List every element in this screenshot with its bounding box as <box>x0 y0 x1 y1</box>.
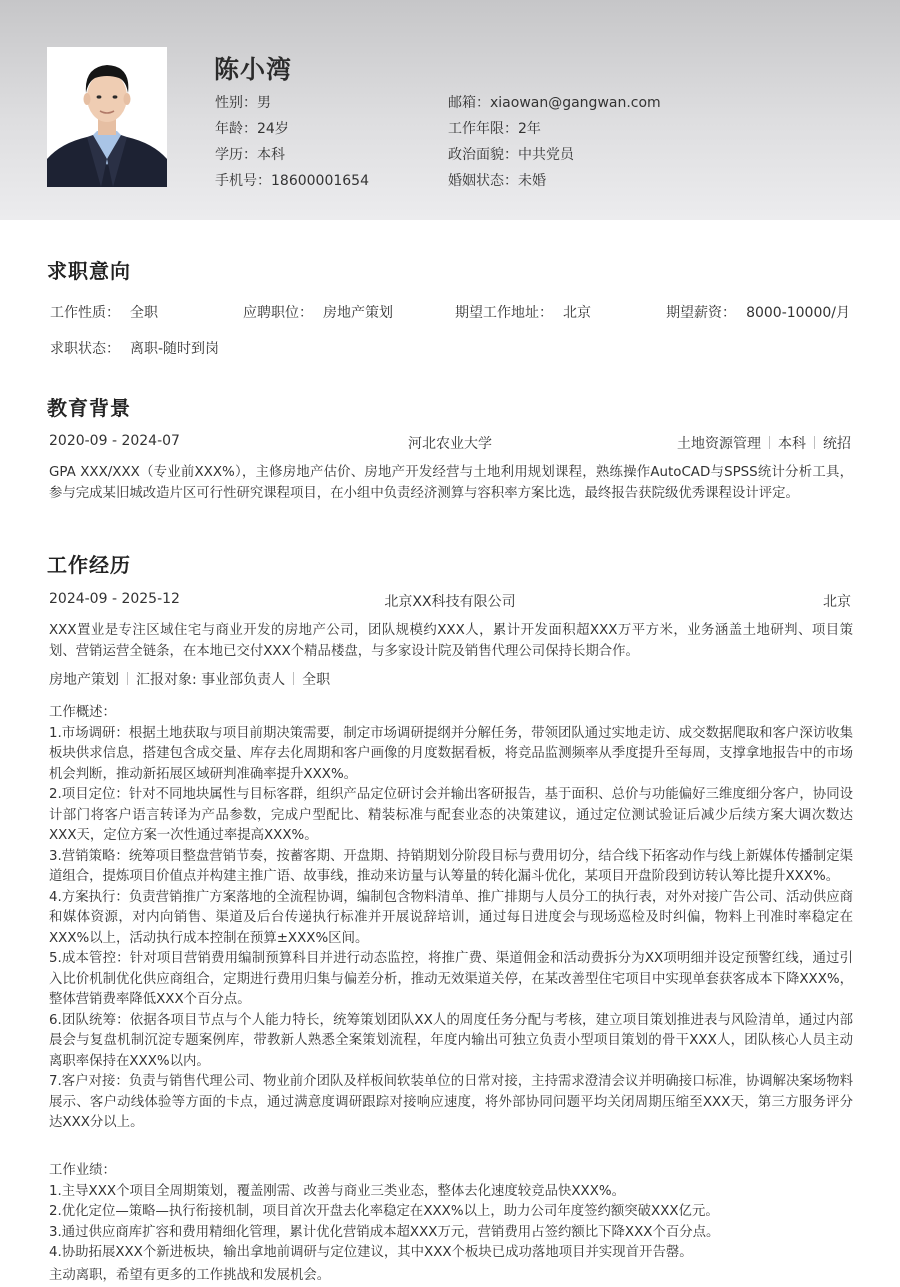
overview-item: 4.方案执行：负责营销推广方案落地的全流程协调，编制包含物料清单、推广排期与人员分工的执行表，对外对接广告公司、活动供应商和媒体资源，对内向销售、渠道及后台传递执行标准并开展说辞培训，通过每日进度会与现场巡检及时纠偏，物料上刊准时率稳定在XXX%以上，活动执行成本控制在预算±XXX%区间。 <box>49 889 853 946</box>
intent-work-type <box>50 302 158 322</box>
overview-item: 3.营销策略：统筹项目整盘营销节奏，按蓄客期、开盘期、持销期划分阶段目标与费用切分，结合线下拓客动作与线上新媒体传播制定渠道组合，提炼项目价值点并构建主推广语、故事线，推动来访量与认筹量的转化漏斗优化，某项目开盘阶段到访转认筹比提升XXX%。 <box>49 848 853 884</box>
divider <box>293 672 294 685</box>
trailing-text-fragment: 主动离职，希望有更多的工作挑战和发展机会。 <box>49 1268 331 1283</box>
intent-value: 8000-10000/月 <box>746 305 850 321</box>
divider <box>814 436 815 449</box>
work-city: 北京 <box>823 594 851 610</box>
section-title-intent: 求职意向 <box>47 259 131 283</box>
education-details <box>677 433 851 453</box>
work-years-info: 工作年限：2年 <box>448 121 541 137</box>
overview-item: 1.市场调研：根据土地获取与项目前期决策需要，制定市场调研提纲并分解任务，带领团队通过实地走访、成交数据爬取和客户深访收集板块供求信息，搭建包含成交量、库存去化周期和客户画像的月度数据看板，将竞品监测频率从季度提升至每周，支撑拿地报告中的市场机会判断，推动新拓展区域研判准确率提升XXX%。 <box>49 725 853 782</box>
intent-value: 北京 <box>563 305 591 321</box>
education-period: 2020-09 - 2024-07 <box>49 433 180 449</box>
intent-position <box>243 302 393 322</box>
education-header-row <box>49 433 851 453</box>
major: 土地资源管理 <box>677 436 761 452</box>
intent-value: 房地产策划 <box>323 305 393 321</box>
company-intro: XXX置业是专注区域住宅与商业开发的房地产公司，团队规模约XXX人，累计开发面积超XXX万平方米，业务涵盖土地研判、项目策划、营销运营全链条，在本地已交付XXX个精品楼盘，与多家设计院及销售代理公司保持长期合作。 <box>49 623 853 659</box>
intent-label: 应聘职位： <box>243 305 313 321</box>
intent-status <box>50 338 219 358</box>
achievement-item: 4.协助拓展XXX个新进板块，输出拿地前调研与定位建议，其中XXX个板块已成功落地项目并实现首开告罄。 <box>49 1245 693 1260</box>
intent-location <box>455 302 591 322</box>
work-overview <box>49 703 853 1134</box>
intent-label: 求职状态： <box>50 341 120 357</box>
work-achievements <box>49 1161 853 1264</box>
section-title-education: 教育背景 <box>47 396 131 420</box>
overview-item: 7.客户对接：负责与销售代理公司、物业前介团队及样板间软装单位的日常对接，主持需求澄清会议并明确接口标准，协调解决案场物料展示、客户动线体验等方面的卡点，通过满意度调研跟踪对接响应速度，将外部协同问题平均关闭周期压缩至XXX天，第三方服务评分达XXX分以上。 <box>49 1074 853 1130</box>
work-period: 2024-09 - 2025-12 <box>49 591 180 607</box>
job-type: 全职 <box>302 672 331 688</box>
report-to: 汇报对象: 事业部负责人 <box>136 672 286 688</box>
overview-item: 2.项目定位：针对不同地块属性与目标客群，组织产品定位研讨会并输出客研报告，基于面积、总价与功能偏好三维度细分客户，协同设计部门将客户语言转译为产品参数，完成户型配比、精装标准与配套业态的决策建议，通过定位测试验证后减少后续方案大调次数达XXX天，定位方案一次性通过率提高XXX%。 <box>49 787 853 843</box>
company-name: 北京XX科技有限公司 <box>384 594 516 610</box>
political-status-info: 政治面貌：中共党员 <box>448 147 574 163</box>
achievement-item: 2.优化定位—策略—执行衔接机制，项目首次开盘去化率稳定在XXX%以上，助力公司年度签约额突破XXX亿元。 <box>49 1204 719 1219</box>
achievement-item: 3.通过供应商库扩容和费用精细化管理，累计优化营销成本超XXX万元，营销费用占签约额比下降XXX个百分点。 <box>49 1224 720 1240</box>
section-title-work: 工作经历 <box>47 553 131 577</box>
work-header-row <box>49 591 851 611</box>
candidate-name: 陈小湾 <box>214 55 293 84</box>
profile-photo <box>47 47 167 187</box>
achievement-item: 1.主导XXX个项目全周期策划，覆盖刚需、改善与商业三类业态，整体去化速度较竞品快XXX%。 <box>49 1183 625 1199</box>
basic-info-right <box>448 92 661 196</box>
overview-item: 6.团队统筹：依据各项目节点与个人能力特长，统筹策划团队XX人的周度任务分配与考核，建立项目策划推进表与风险清单，通过内部晨会与复盘机制沉淀专题案例库，带教新人熟悉全案策划流程，年度内输出可独立负责小型项目策划的骨干XXX人，团队核心人员主动离职率保持在XXX%以内。 <box>49 1012 853 1069</box>
intent-value: 全职 <box>130 305 158 321</box>
profile-header <box>0 0 900 220</box>
education-level-info: 学历：本科 <box>215 147 285 163</box>
gender-info: 性别：男 <box>215 95 271 111</box>
job-tags <box>49 669 330 689</box>
degree: 本科 <box>778 436 806 452</box>
enrollment-type: 统招 <box>823 436 851 452</box>
intent-value: 离职-随时到岗 <box>130 341 220 357</box>
profile-photo-illustration <box>47 47 167 187</box>
overview-label: 工作概述： <box>49 705 116 720</box>
intent-label: 工作性质： <box>50 305 120 321</box>
marital-status-info: 婚姻状态：未婚 <box>448 173 546 189</box>
education-description: GPA XXX/XXX（专业前XXX%），主修房地产估价、房地产开发经营与土地利用规划课程，熟练操作AutoCAD与SPSS统计分析工具，参与完成某旧城改造片区可行性研究课程项目，在小组中负责经济测算与容积率方案比选，最终报告获院级优秀课程设计评定。 <box>49 465 853 501</box>
intent-label: 期望薪资： <box>666 305 737 321</box>
basic-info-left <box>215 92 369 196</box>
email-info: 邮箱：xiaowan@gangwan.com <box>448 95 661 111</box>
intent-label: 期望工作地址： <box>455 305 553 321</box>
achievements-label: 工作业绩： <box>49 1163 116 1178</box>
divider <box>769 436 770 449</box>
divider <box>127 672 128 685</box>
intent-salary <box>666 302 850 322</box>
phone-info: 手机号：18600001654 <box>215 173 369 189</box>
age-info: 年龄：24岁 <box>215 121 289 137</box>
overview-item: 5.成本管控：针对项目营销费用编制预算科目并进行动态监控，将推广费、渠道佣金和活动费拆分为XX项明细并设定预警红线，通过引入比价机制优化供应商组合，定期进行费用归集与偏差分析，推动无效渠道关停，在某改善型住宅项目中实现单套获客成本下降XXX%，整体营销费率降低XXX个百分点。 <box>49 951 853 1007</box>
job-position: 房地产策划 <box>49 672 119 688</box>
school-name: 河北农业大学 <box>408 436 492 452</box>
